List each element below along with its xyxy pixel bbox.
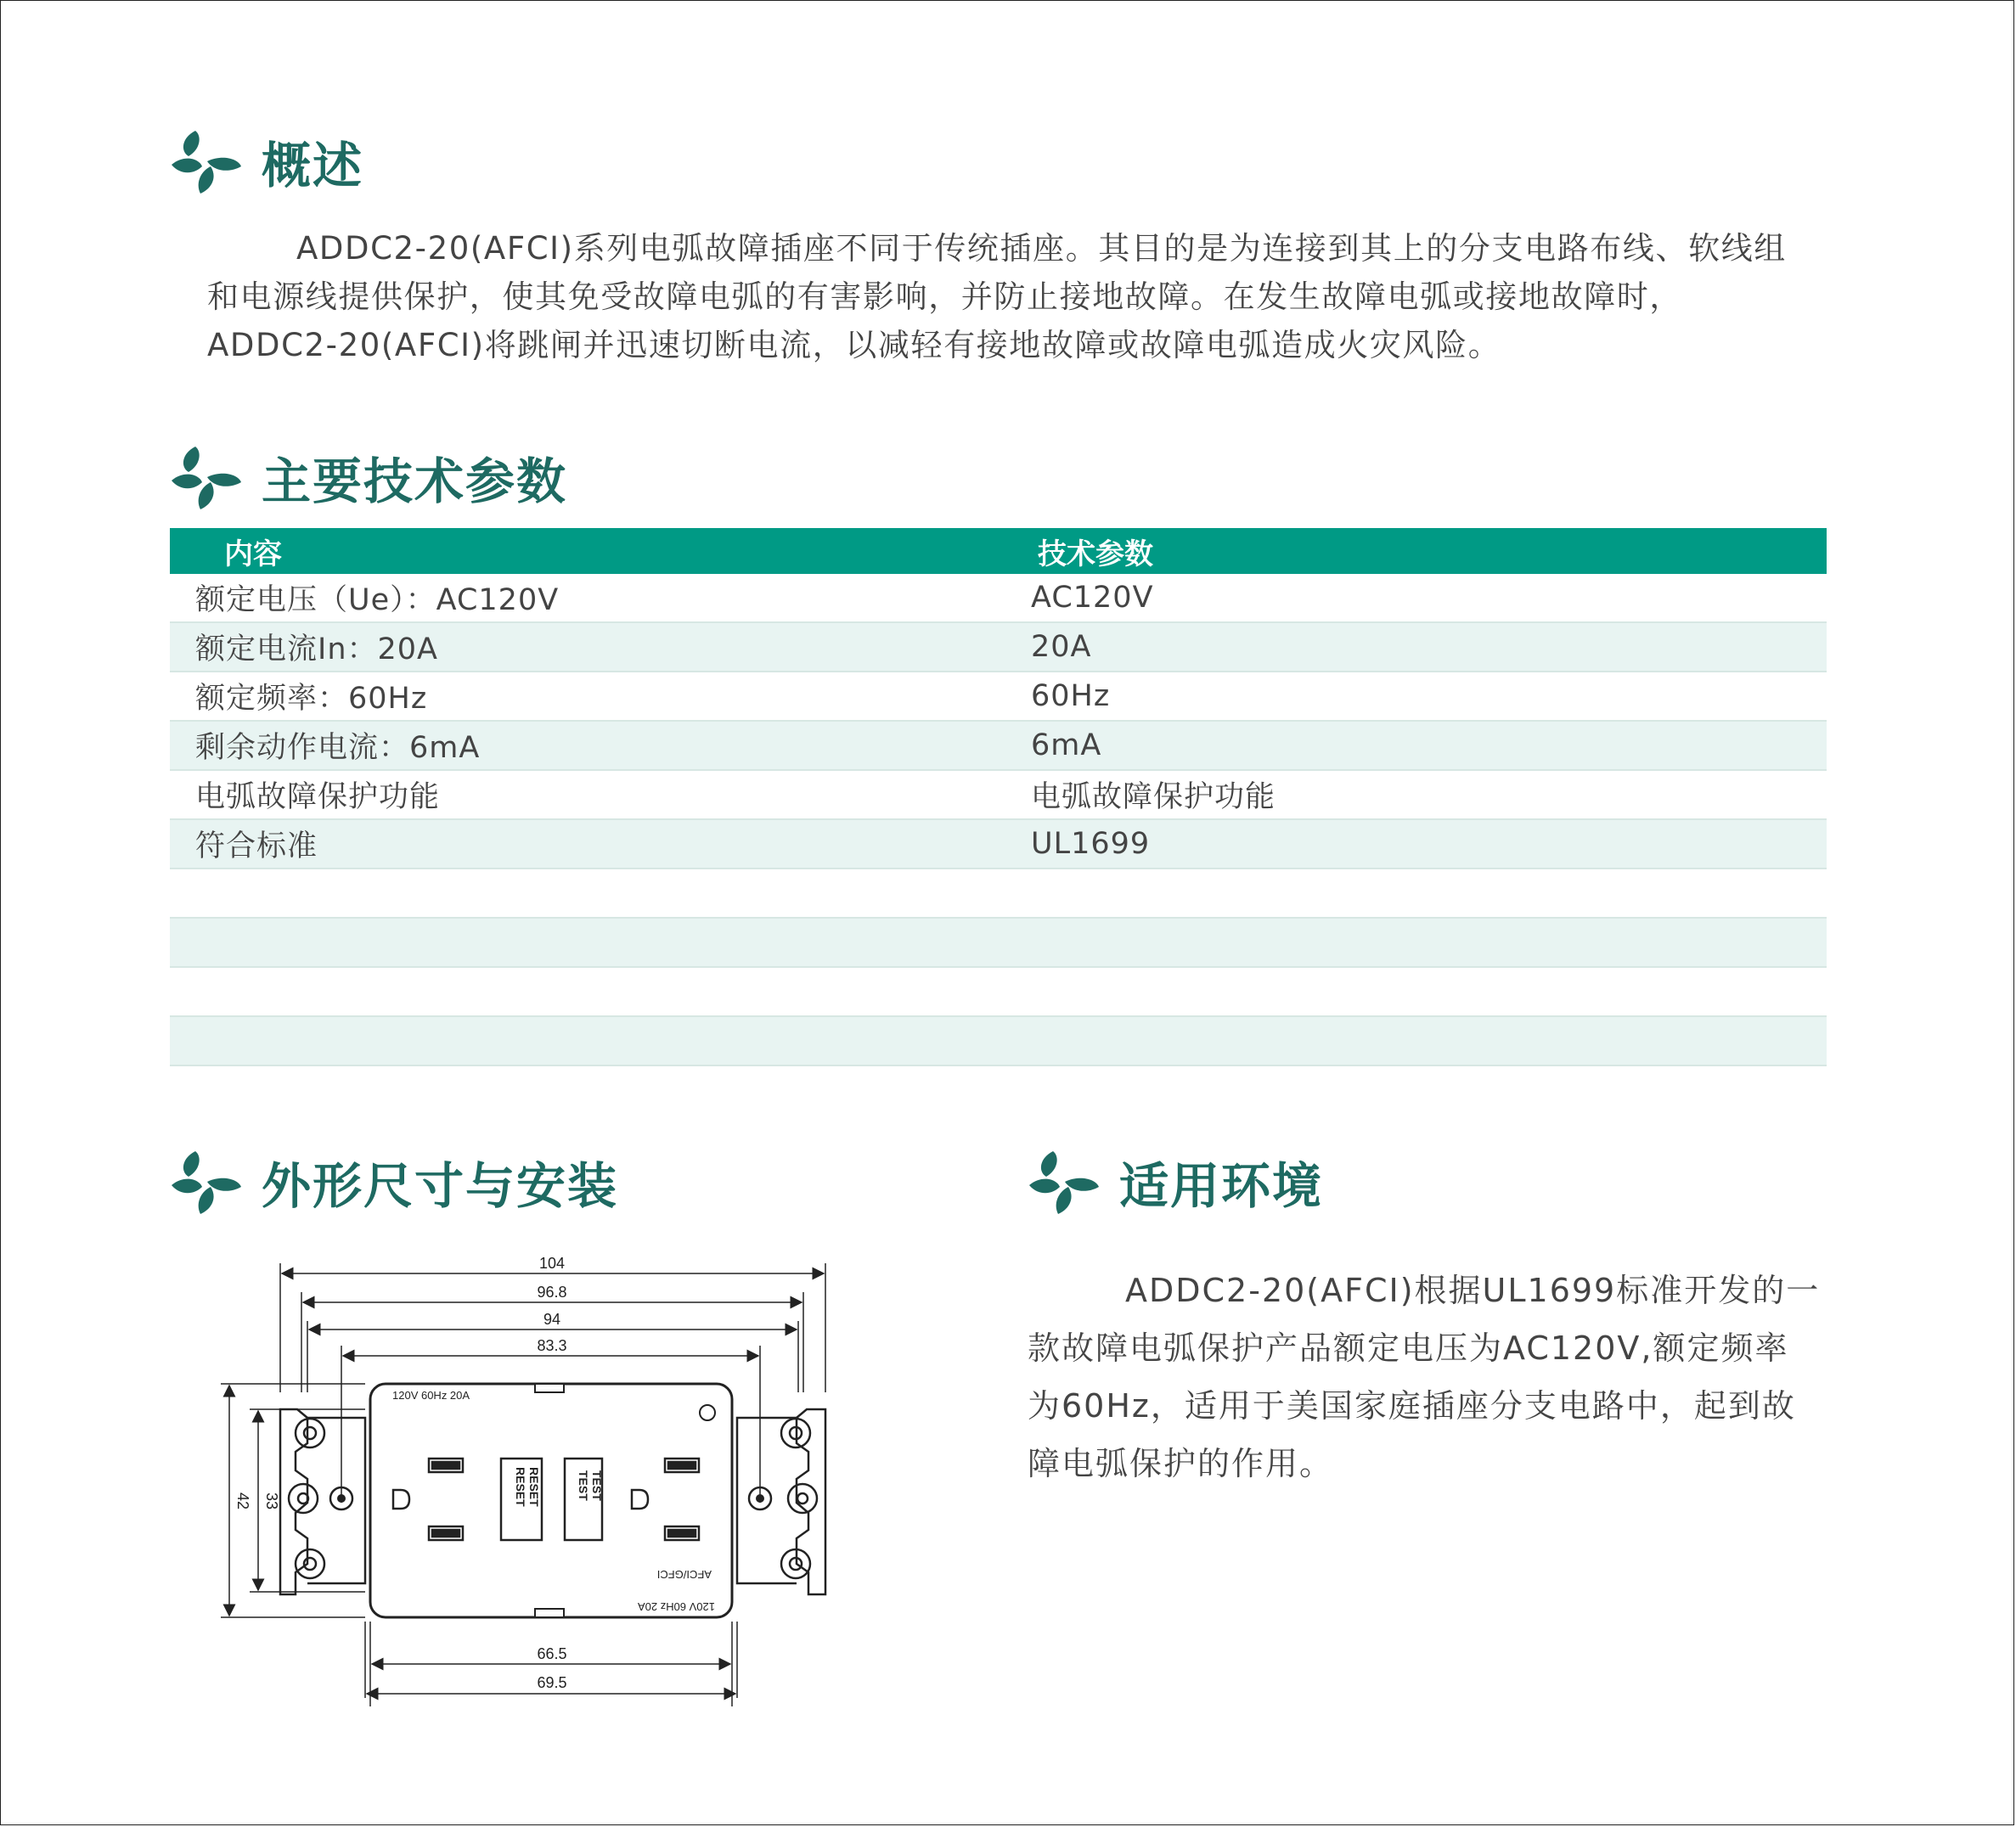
face-rating-label: 120V 60Hz 20A xyxy=(392,1389,470,1402)
table-row xyxy=(170,622,1827,672)
table-row-empty xyxy=(170,967,1827,1016)
environment-line-1: ADDC2-20(AFCI)根据UL1699标准开发的一 xyxy=(1125,1272,1821,1309)
dimension-drawing xyxy=(212,1248,841,1723)
spec-cell-content: 额定电流In：20A xyxy=(170,622,1012,672)
dim-label-66-5: 66.5 xyxy=(537,1645,567,1662)
spec-header-parameter: 技术参数 xyxy=(1012,528,1827,574)
table-row-empty xyxy=(170,918,1827,967)
dim-label-94: 94 xyxy=(543,1311,561,1328)
overview-heading xyxy=(170,126,363,197)
dim-label-69-5: 69.5 xyxy=(537,1674,567,1691)
table-row xyxy=(170,672,1827,721)
dim-label-83-3: 83.3 xyxy=(537,1337,567,1354)
dimensions-heading xyxy=(170,1146,618,1217)
environment-paragraph xyxy=(1028,1262,1877,1493)
overview-line-2: 和电源线提供保护，使其免受故障电弧的有害影响，并防止接地故障。在发生故障电弧或接地故障时， xyxy=(207,278,1682,315)
environment-line-2: 款故障电弧保护产品额定电压为AC120V,额定频率 xyxy=(1028,1329,1789,1367)
spec-cell-value: 6mA xyxy=(1012,721,1827,770)
receptacle-face xyxy=(370,1384,732,1617)
spec-cell-content: 额定频率：60Hz xyxy=(170,672,1012,721)
spec-cell-value: 电弧故障保护功能 xyxy=(1012,770,1827,819)
specs-title: 主要技术参数 xyxy=(262,453,568,510)
dim-label-104: 104 xyxy=(538,1255,566,1272)
test-label-2: TEST xyxy=(590,1470,604,1501)
table-row xyxy=(170,819,1827,869)
dim-label-96-8: 96.8 xyxy=(537,1284,567,1301)
dim-label-33: 33 xyxy=(263,1492,280,1510)
spec-cell-value: 20A xyxy=(1012,622,1827,672)
spec-header-content: 内容 xyxy=(170,528,1012,574)
table-row xyxy=(170,721,1827,770)
spec-cell-value: 60Hz xyxy=(1012,672,1827,721)
leaf-logo-icon xyxy=(170,1148,243,1216)
dim-label-42: 42 xyxy=(234,1492,251,1510)
spec-cell-value: AC120V xyxy=(1012,574,1827,622)
environment-line-4: 障电弧保护的作用。 xyxy=(1028,1445,1334,1482)
environment-line-3: 为60Hz，适用于美国家庭插座分支电路中，起到故 xyxy=(1028,1387,1796,1425)
table-row xyxy=(170,574,1827,622)
spec-cell-content: 剩余动作电流：6mA xyxy=(170,721,1012,770)
test-label: TEST xyxy=(577,1470,590,1501)
model-mark-label: AFCI/GFCI xyxy=(656,1568,712,1581)
leaf-logo-icon xyxy=(1028,1148,1101,1216)
spec-cell-content: 额定电压（Ue）：AC120V xyxy=(170,574,1012,622)
spec-cell-value: UL1699 xyxy=(1012,819,1827,869)
leaf-logo-icon xyxy=(170,443,243,511)
spec-table xyxy=(170,528,1827,1066)
spec-cell-content: 电弧故障保护功能 xyxy=(170,770,1012,819)
spec-header-row xyxy=(170,528,1827,574)
reset-label-2: RESET xyxy=(527,1467,541,1507)
environment-heading xyxy=(1028,1146,1323,1217)
overview-line-3: ADDC2-20(AFCI)将跳闸并迅速切断电流，以减轻有接地故障或故障电弧造成火灾风险。 xyxy=(207,327,1501,363)
spec-cell-content: 符合标准 xyxy=(170,819,1012,869)
specs-heading xyxy=(170,441,567,513)
overview-paragraph xyxy=(207,224,1906,369)
overview-line-1: ADDC2-20(AFCI)系列电弧故障插座不同于传统插座。其目的是为连接到其上的分支电路布线、软线组 xyxy=(296,230,1787,267)
table-row xyxy=(170,770,1827,819)
leaf-logo-icon xyxy=(170,127,243,195)
reset-label: RESET xyxy=(514,1467,527,1507)
dimensions-title: 外形尺寸与安装 xyxy=(262,1157,619,1215)
table-row-empty xyxy=(170,1016,1827,1065)
environment-title: 适用环境 xyxy=(1119,1157,1324,1215)
table-row-empty xyxy=(170,869,1827,918)
overview-title: 概述 xyxy=(262,137,364,194)
face-rating-label-inverted: 120V 60Hz 20A xyxy=(637,1600,715,1613)
